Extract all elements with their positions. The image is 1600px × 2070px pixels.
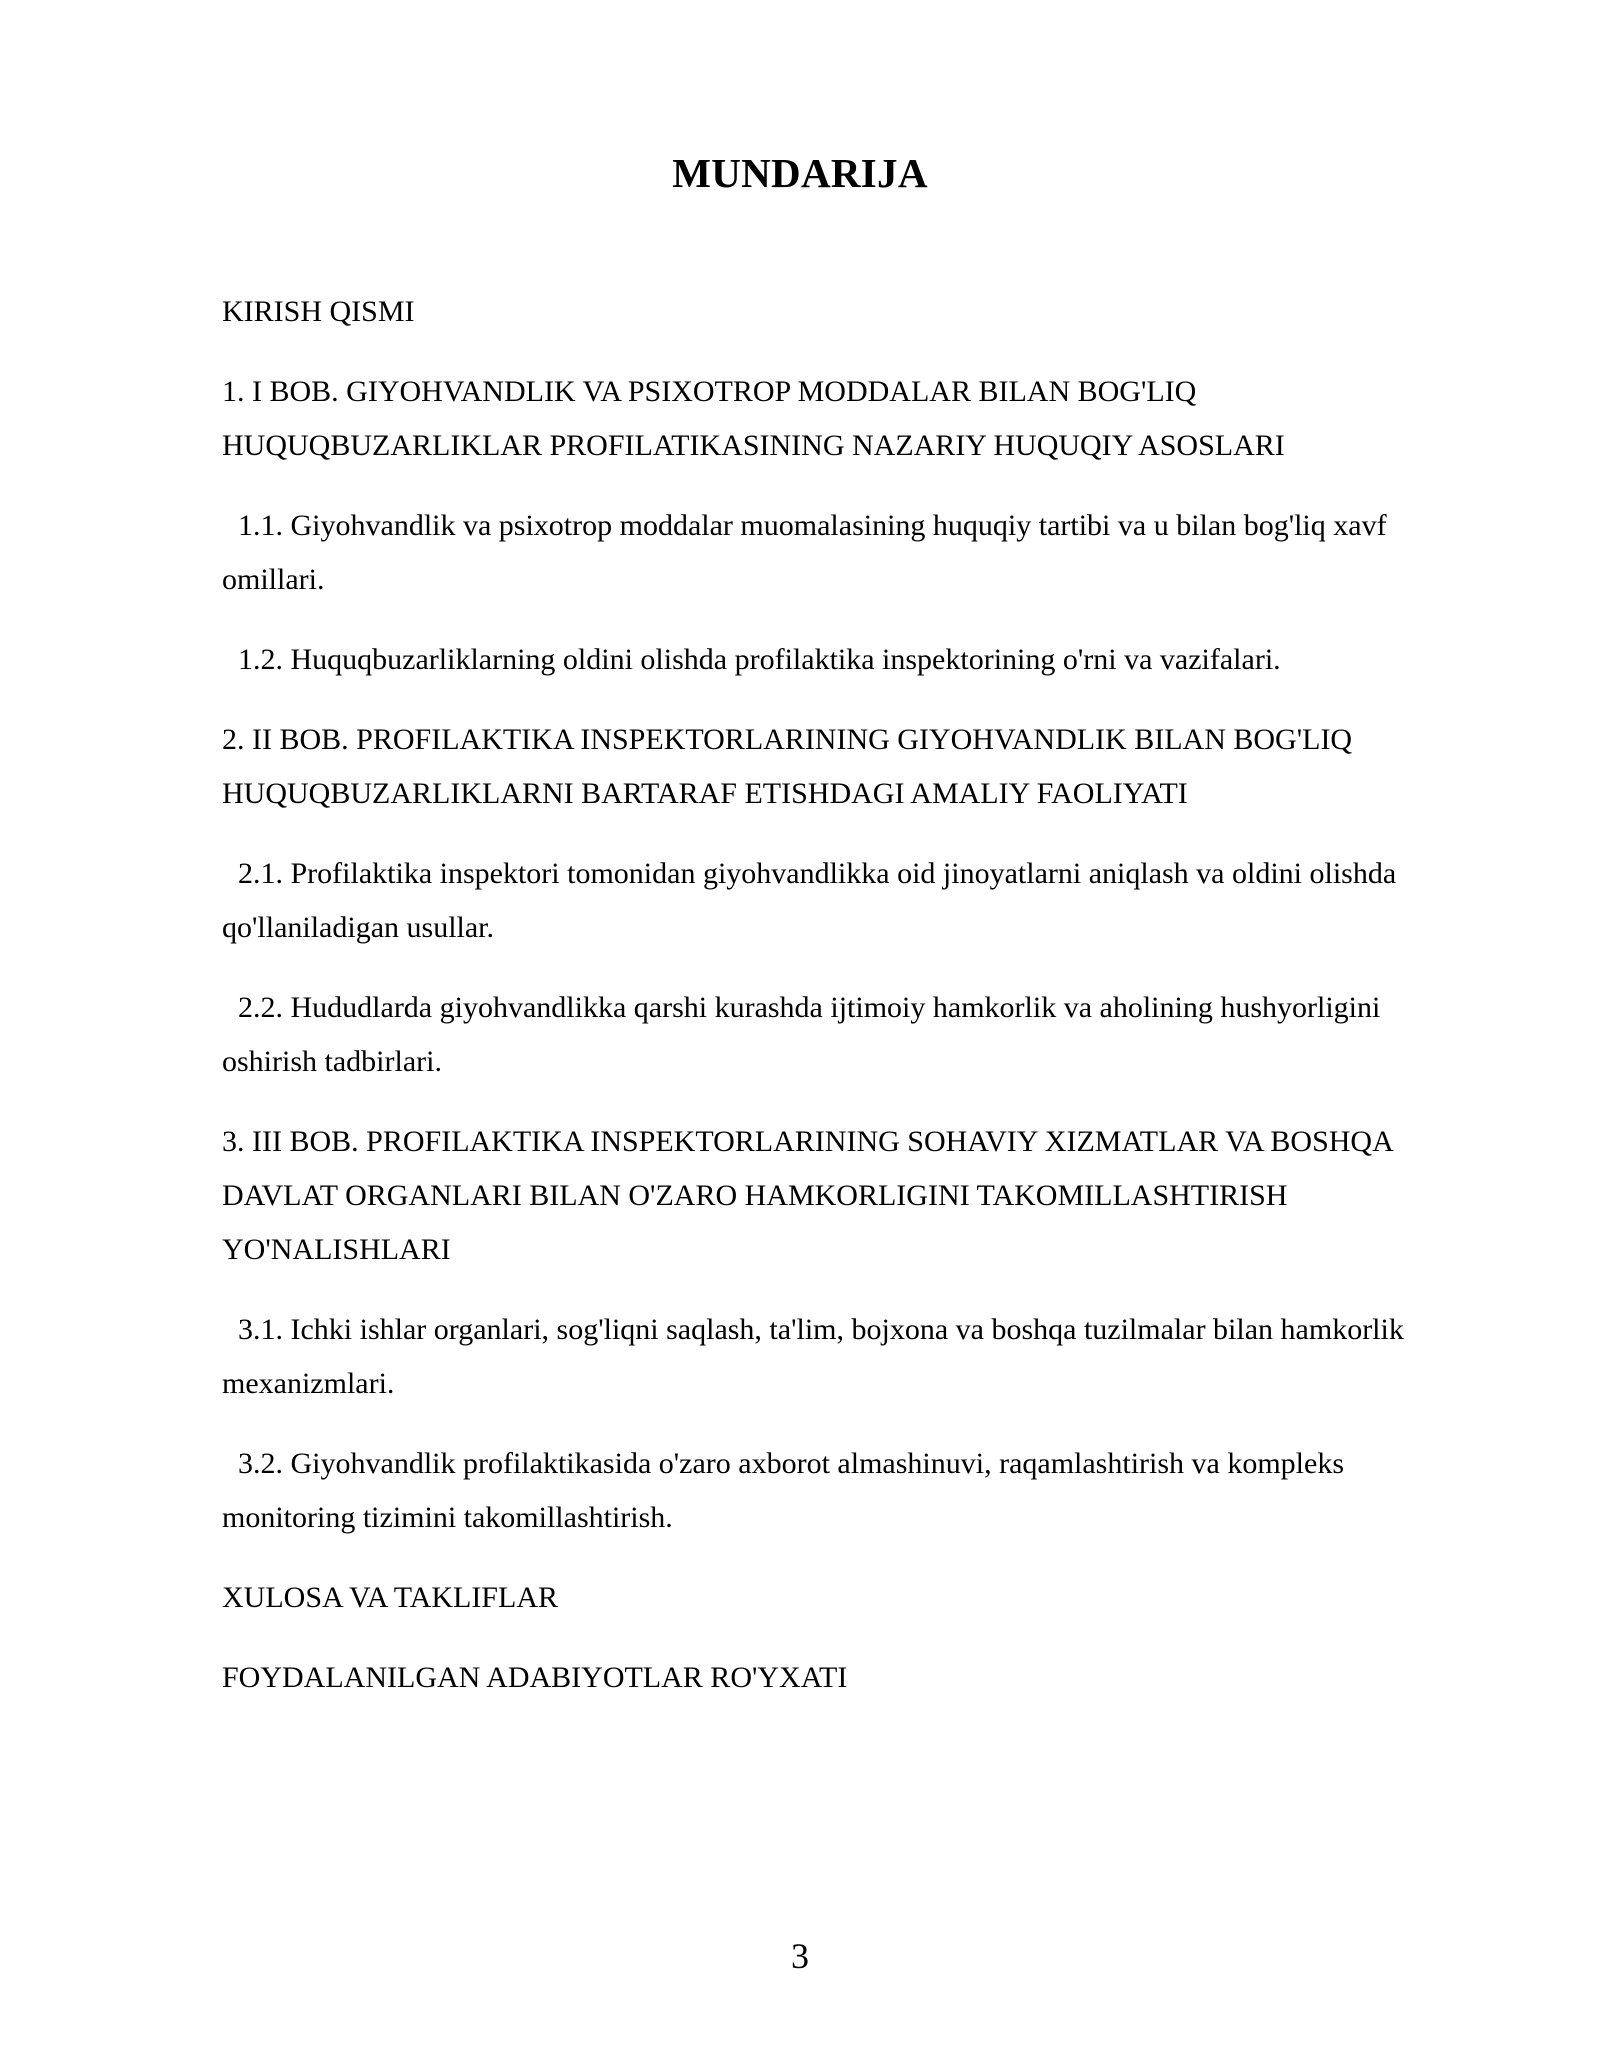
toc-entry-chapter-3: 3. III BOB. PROFILAKTIKA INSPEKTORLARINING SOHAVIY XIZMATLAR VA BOSHQA DAVLAT ORGANLARI BILAN O'ZARO HAMKORLIGINI TAKOMILLASHTIRISH YO'NALISHLARI — [222, 1125, 1393, 1266]
toc-entry-section-2-2: 2.2. Hududlarda giyohvandlikka qarshi kurashda ijtimoiy hamkorlik va aholining hushyorligini oshirish tadbirlari. — [222, 991, 1381, 1078]
table-of-contents — [222, 285, 1477, 1731]
toc-entry-section-2-1: 2.1. Profilaktika inspektori tomonidan giyohvandlikka oid jinoyatlarni aniqlash va oldini olishda qo'llaniladigan usullar. — [222, 857, 1397, 944]
page-title: MUNDARIJA — [672, 150, 928, 196]
toc-entry-conclusion: XULOSA VA TAKLIFLAR — [222, 1581, 558, 1614]
toc-entry-chapter-2: 2. II BOB. PROFILAKTIKA INSPEKTORLARINING GIYOHVANDLIK BILAN BOG'LIQ HUQUQBUZARLIKLARNI BARTARAF ETISHDAGI AMALIY FAOLIYATI — [222, 723, 1353, 810]
toc-entry-section-1-1: 1.1. Giyohvandlik va psixotrop moddalar muomalasining huquqiy tartibi va u bilan bog'liq xavf omillari. — [222, 509, 1387, 596]
toc-entry-chapter-1: 1. I BOB. GIYOHVANDLIK VA PSIXOTROP MODDALAR BILAN BOG'LIQ HUQUQBUZARLIKLAR PROFILATIKASINING NAZARIY HUQUQIY ASOSLARI — [222, 375, 1285, 462]
toc-entry-section-3-1: 3.1. Ichki ishlar organlari, sog'liqni saqlash, ta'lim, bojxona va boshqa tuzilmalar bilan hamkorlik mexanizmlari. — [222, 1313, 1404, 1400]
toc-entry-bibliography: FOYDALANILGAN ADABIYOTLAR RO'YXATI — [222, 1661, 848, 1694]
page-number: 3 — [791, 1936, 809, 1976]
toc-entry-introduction: KIRISH QISMI — [222, 295, 415, 328]
toc-entry-section-1-2: 1.2. Huquqbuzarliklarning oldini olishda profilaktika inspektorining o'rni va vazifalari. — [238, 643, 1281, 676]
toc-entry-section-3-2: 3.2. Giyohvandlik profilaktikasida o'zaro axborot almashinuvi, raqamlashtirish va kompleks monitoring tizimini takomillashtirish. — [222, 1447, 1345, 1534]
